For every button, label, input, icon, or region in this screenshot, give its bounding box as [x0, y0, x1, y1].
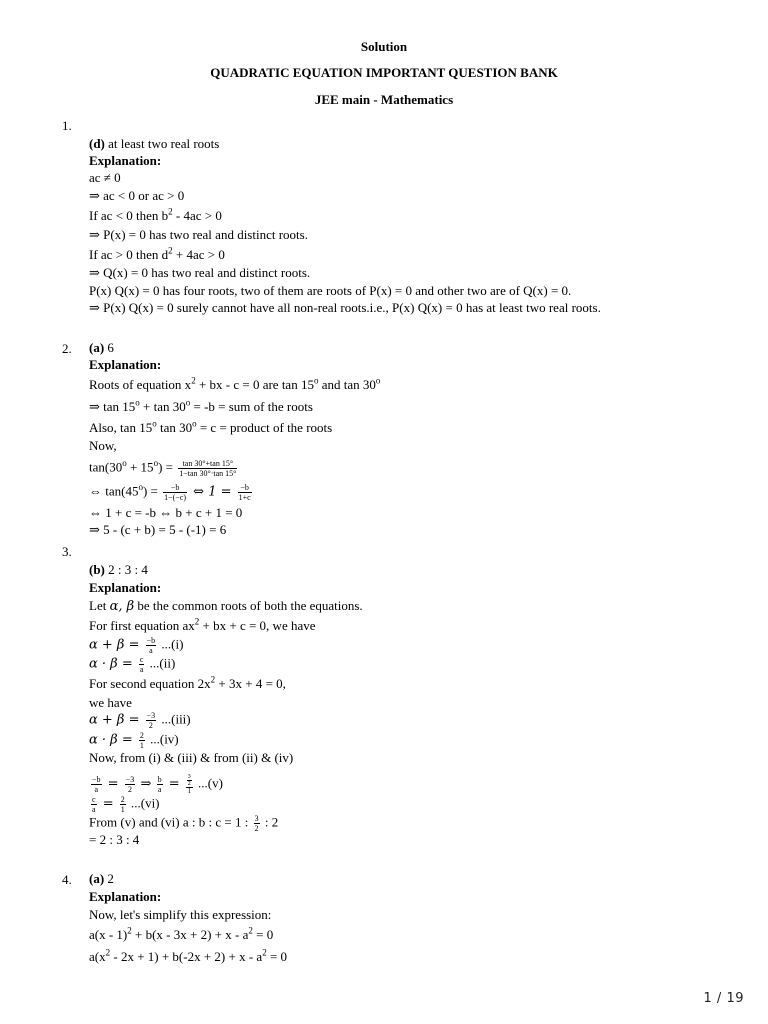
- formula-line: $a(x^2 - 2x + 1) + b(-2x + 2) + x - a^2 = 0$: [89, 947, 288, 964]
- fraction: $\frac{b}{a}$: [157, 775, 162, 794]
- fraction: $\frac{-b}{a}$: [146, 636, 156, 655]
- answer-option: (d): [89, 136, 105, 151]
- formula-line: α · β = $\frac{c}{a}$ ...(ii): [89, 655, 176, 674]
- page-indicator: 1 / 19: [703, 991, 744, 1006]
- explanation-line: ⇒ ac < 0 or ac > 0: [89, 188, 185, 203]
- explanation-line: For first equation $ax^2$ + bx + c = 0, we have: [89, 616, 316, 633]
- fraction: $\frac{-b}{1+c}$: [238, 483, 251, 502]
- answer-line: (a) 2: [89, 871, 114, 886]
- answer-line: [89, 136, 219, 152]
- fraction: $\frac{-b}{a}$: [92, 775, 101, 794]
- formula-line: ⇔ $\tan(45^o)$ = $\frac{-b}{1-(-c)}$ ⇔ 1 = $\frac{-b}{1+c}$: [89, 482, 251, 502]
- explanation-line: If ac < 0 then $b^2 - 4ac > 0$: [89, 206, 222, 223]
- answer-text: at least two real roots: [104, 136, 220, 151]
- explanation-line: ⇒ P(x) = 0 has two real and distinct roots.: [89, 227, 308, 242]
- fraction: $\frac{2}{1}$: [120, 795, 125, 814]
- course-title: JEE main - Mathematics: [314, 92, 454, 107]
- explanation-line: ac ≠ 0: [89, 170, 121, 185]
- question-number: 1.: [62, 118, 72, 133]
- explanation-label: Explanation:: [89, 357, 162, 372]
- explanation-line: ⇔ 1 + c = -b ⇔ b + c + 1 = 0: [89, 505, 243, 520]
- answer-line: (a) 6: [89, 340, 114, 355]
- formula-line: $\frac{-b}{a}$ = $\frac{-3}{2}$ ⇒ $\frac{b}{a}$ = $\frac{\frac{3}{2}}{1}$ ...(v): [92, 774, 223, 795]
- solution-heading: Solution: [360, 39, 408, 54]
- explanation-line: we have: [89, 695, 132, 710]
- question-number: 2.: [62, 341, 72, 356]
- formula-line: α + β = $\frac{-3}{2}$ ...(iii): [89, 711, 191, 730]
- explanation-line: If ac > 0 then $d^2 + 4ac > 0$: [89, 245, 225, 262]
- nested-fraction: $\frac{\frac{3}{2}}{1}$: [187, 774, 192, 795]
- document-title: QUADRATIC EQUATION IMPORTANT QUESTION BANK: [210, 65, 558, 80]
- explanation-line: Also, tan 15$^o$ $\tan 30^o = c$ = product of the roots: [89, 418, 333, 435]
- explanation-line: ⇒ Q(x) = 0 has two real and distinct roots.: [89, 265, 311, 280]
- explanation-line: = 2 : 3 : 4: [89, 832, 140, 847]
- fraction: $\frac{\tan 30^\circ+\tan 15^\circ}{1-\tan 30^\circ\cdot\tan 15^\circ}$: [179, 459, 237, 478]
- question-number: 4.: [62, 872, 72, 887]
- fraction: $\frac{-3}{2}$: [146, 711, 156, 730]
- explanation-line: Roots of equation $x^2$ + bx - c = 0 are tan 15$^o$ and tan 30$^o$: [89, 375, 381, 392]
- answer-line: (b) 2 : 3 : 4: [89, 562, 148, 577]
- formula-line: $a(x - 1)^2 + b(x - 3x + 2) + x - a^2 = 0$: [89, 925, 274, 942]
- explanation-line: Now, let's simplify this expression:: [89, 907, 272, 922]
- explanation-line: Now,: [89, 438, 117, 453]
- explanation-label: Explanation:: [89, 580, 162, 595]
- explanation-line: Now, from (i) & (iii) & from (ii) & (iv): [89, 750, 294, 765]
- explanation-line: ⇒ P(x) Q(x) = 0 surely cannot have all non-real roots.i.e., P(x) Q(x) = 0 has at least two real roots.: [89, 300, 601, 315]
- formula-line: $\frac{c}{a}$ = $\frac{2}{1}$ ...(vi): [92, 795, 160, 814]
- explanation-label: Explanation:: [89, 153, 162, 168]
- explanation-line: For second equation $2x^2 + 3x + 4 = 0$,: [89, 674, 286, 691]
- explanation-line: Let α, β be the common roots of both the equations.: [89, 598, 363, 614]
- explanation-line: ⇒ 5 - (c + b) = 5 - (-1) = 6: [89, 522, 227, 537]
- fraction: $\frac{-3}{2}$: [125, 775, 135, 794]
- explanation-line: P(x) Q(x) = 0 has four roots, two of them are roots of P(x) = 0 and other two are of Q(x) = 0.: [89, 283, 572, 298]
- fraction: $\frac{2}{1}$: [139, 731, 144, 750]
- question-number: 3.: [62, 544, 72, 559]
- fraction: $\frac{-b}{1-(-c)}$: [164, 483, 187, 502]
- formula-line: From (v) and (vi) a : b : c = 1 : $\frac{3}{2}$ : 2: [89, 814, 279, 833]
- formula-line: $\tan(30^o + 15^o)$ = $\frac{\tan 30^\circ+\tan 15^\circ}{1-\tan 30^\circ\cdot\tan 15^\circ}$: [89, 458, 237, 478]
- fraction: $\frac{c}{a}$: [139, 655, 144, 674]
- fraction: $\frac{3}{2}$: [254, 814, 259, 833]
- explanation-line: ⇒ $\tan 15^o + \tan 30^o = -b$ = sum of the roots: [89, 397, 313, 414]
- formula-line: α · β = $\frac{2}{1}$ ...(iv): [89, 731, 179, 750]
- fraction: $\frac{c}{a}$: [92, 795, 96, 814]
- formula-line: α + β = $\frac{-b}{a}$ ...(i): [89, 636, 184, 655]
- explanation-label: Explanation:: [89, 889, 162, 904]
